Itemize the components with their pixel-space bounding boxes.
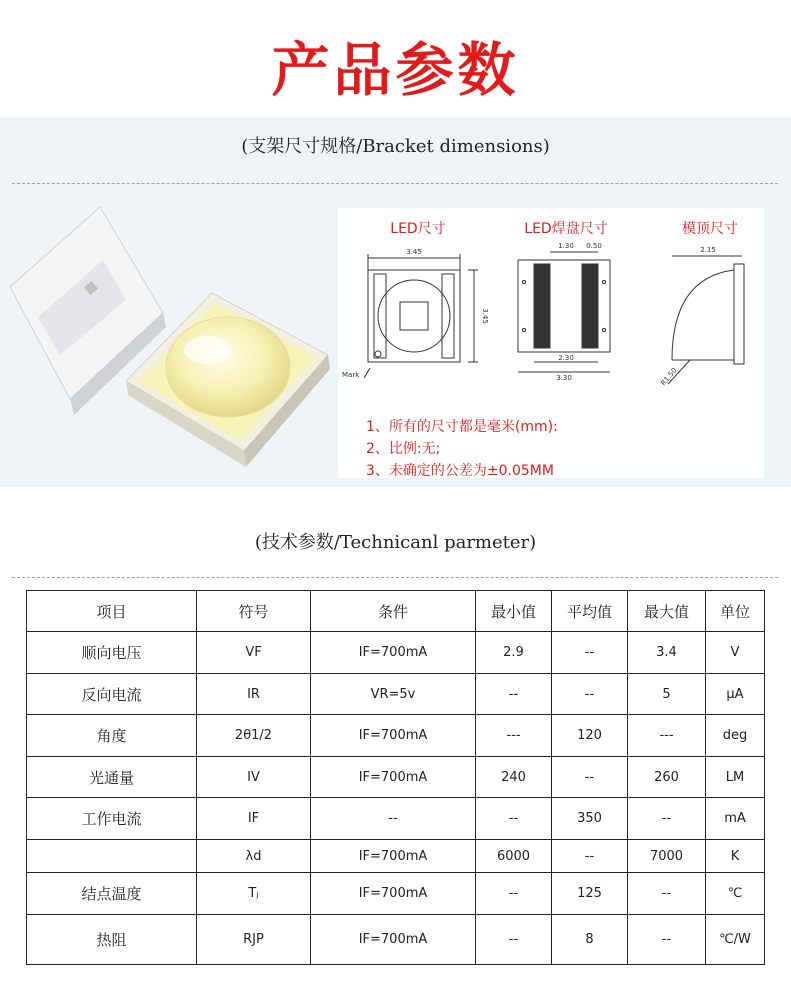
- tech-divider: [12, 577, 778, 578]
- pad-width-dim: 0.50: [586, 242, 602, 250]
- cell-max: 3.4: [628, 632, 706, 674]
- table-row: [27, 674, 765, 715]
- lens-size-label: 模顶尺寸: [682, 221, 738, 237]
- cell-unit: LM: [706, 757, 765, 798]
- cell-item: 光通量: [27, 757, 197, 798]
- cell-symbol: IR: [197, 674, 311, 715]
- bracket-divider: [12, 183, 778, 184]
- header-condition: 条件: [311, 591, 476, 632]
- page-title: 产品参数: [271, 36, 520, 104]
- cell-item: 工作电流: [27, 798, 197, 840]
- cell-item: 顺向电压: [27, 632, 197, 674]
- cell-unit: mA: [706, 798, 765, 840]
- cell-avg: --: [552, 840, 628, 873]
- led-size-label: LED尺寸: [390, 221, 446, 237]
- cell-condition: IF=700mA: [311, 873, 476, 915]
- pad-gap-dim: 1.30: [558, 242, 574, 250]
- header-max: 最大值: [628, 591, 706, 632]
- cell-max: --: [628, 873, 706, 915]
- cell-avg: 120: [552, 715, 628, 757]
- cell-condition: IF=700mA: [311, 715, 476, 757]
- mark-label: Mark: [342, 371, 360, 379]
- cell-max: 7000: [628, 840, 706, 873]
- header-unit: 单位: [706, 591, 765, 632]
- cell-condition: IF=700mA: [311, 915, 476, 965]
- tech-section-heading: (技术参数/Technicanl parmeter): [254, 532, 537, 553]
- cell-symbol: VF: [197, 632, 311, 674]
- cell-max: --: [628, 915, 706, 965]
- led-top-view: [364, 254, 478, 378]
- dimension-diagram: [338, 208, 764, 478]
- cell-symbol: IV: [197, 757, 311, 798]
- table-row: [27, 757, 765, 798]
- table-row: [27, 840, 765, 873]
- cell-condition: IF=700mA: [311, 757, 476, 798]
- cell-min: ---: [476, 715, 552, 757]
- cell-unit: µA: [706, 674, 765, 715]
- pad-outer-dim: 3.30: [556, 374, 572, 382]
- dimension-note-1: 1、所有的尺寸都是毫米(mm):: [366, 419, 558, 435]
- table-row: [27, 632, 765, 674]
- cell-condition: IF=700mA: [311, 840, 476, 873]
- cell-min: 6000: [476, 840, 552, 873]
- cell-avg: 350: [552, 798, 628, 840]
- lens-side-view: [668, 256, 744, 384]
- led-width-dim: 3.45: [406, 248, 422, 256]
- dimension-note-2: 2、比例:无;: [366, 441, 441, 457]
- cell-max: 260: [628, 757, 706, 798]
- cell-min: 240: [476, 757, 552, 798]
- header-min: 最小值: [476, 591, 552, 632]
- cell-unit: K: [706, 840, 765, 873]
- cell-symbol: 2θ1/2: [197, 715, 311, 757]
- table-row: [27, 715, 765, 757]
- header-avg: 平均值: [552, 591, 628, 632]
- cell-item: 角度: [27, 715, 197, 757]
- cell-min: --: [476, 798, 552, 840]
- cell-symbol: λd: [197, 840, 311, 873]
- cell-avg: 8: [552, 915, 628, 965]
- lens-radius-dim: R1.50: [659, 366, 679, 388]
- header-item: 项目: [27, 591, 197, 632]
- cell-unit: V: [706, 632, 765, 674]
- bracket-section-heading: (支架尺寸规格/Bracket dimensions): [241, 136, 550, 157]
- cell-max: --: [628, 798, 706, 840]
- table-row: [27, 915, 765, 965]
- table-header-row: [27, 591, 765, 632]
- led-product-photo: [8, 205, 333, 475]
- cell-unit: ℃/W: [706, 915, 765, 965]
- cell-unit: deg: [706, 715, 765, 757]
- cell-min: 2.9: [476, 632, 552, 674]
- cell-item: 反向电流: [27, 674, 197, 715]
- cell-min: --: [476, 873, 552, 915]
- cell-item: 结点温度: [27, 873, 197, 915]
- cell-max: ---: [628, 715, 706, 757]
- table-row: [27, 798, 765, 840]
- cell-unit: ℃: [706, 873, 765, 915]
- dimension-note-3: 3、未确定的公差为±0.05MM: [366, 463, 554, 479]
- lens-width-dim: 2.15: [700, 246, 716, 254]
- pad-size-label: LED焊盘尺寸: [524, 221, 608, 237]
- cell-condition: IF=700mA: [311, 632, 476, 674]
- cell-item: 热阻: [27, 915, 197, 965]
- table-row: [27, 873, 765, 915]
- cell-item: [27, 840, 197, 873]
- cell-avg: --: [552, 674, 628, 715]
- cell-condition: --: [311, 798, 476, 840]
- cell-min: --: [476, 915, 552, 965]
- pad-inner-dim: 2.30: [558, 354, 574, 362]
- cell-symbol: Tⱼ: [197, 873, 311, 915]
- cell-avg: --: [552, 632, 628, 674]
- cell-condition: VR=5v: [311, 674, 476, 715]
- cell-max: 5: [628, 674, 706, 715]
- cell-symbol: RJP: [197, 915, 311, 965]
- tech-parameter-table: [26, 590, 765, 965]
- cell-avg: 125: [552, 873, 628, 915]
- cell-min: --: [476, 674, 552, 715]
- cell-avg: --: [552, 757, 628, 798]
- header-symbol: 符号: [197, 591, 311, 632]
- cell-symbol: IF: [197, 798, 311, 840]
- led-height-dim: 3.45: [481, 308, 489, 324]
